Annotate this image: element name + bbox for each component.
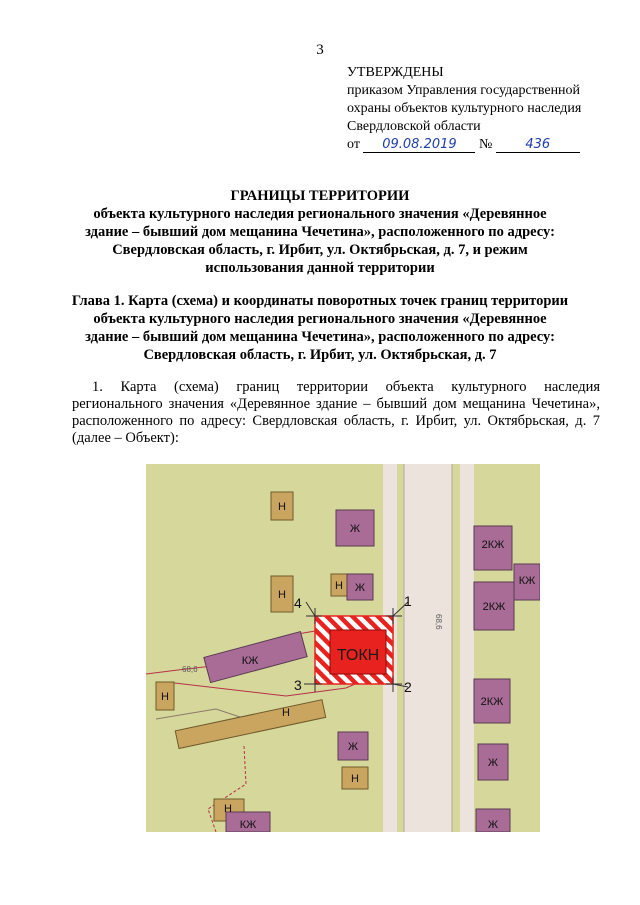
street-strip bbox=[460, 464, 474, 832]
number-field bbox=[496, 137, 580, 153]
page-number: 3 bbox=[316, 42, 324, 58]
approval-stamp bbox=[347, 64, 581, 154]
number-label: № bbox=[478, 137, 493, 152]
paragraph-line-1: 1. Карта (схема) границ территории объекта культурного наследия bbox=[92, 379, 600, 395]
object-label: ТОКН bbox=[336, 647, 380, 664]
point-2-label: 2 bbox=[404, 679, 412, 695]
label-2kzh: 2КЖ bbox=[480, 696, 504, 708]
label-kzh: КЖ bbox=[518, 575, 536, 587]
building-n-long bbox=[175, 700, 325, 749]
point-4-label: 4 bbox=[294, 595, 302, 611]
handwritten-date: 09.08.2019 bbox=[382, 137, 457, 152]
label-kzh: КЖ bbox=[239, 819, 257, 831]
street-strip bbox=[404, 464, 452, 832]
from-label: от bbox=[347, 137, 360, 152]
label-zh: Ж bbox=[487, 757, 499, 769]
elevation-mark: 68,6 bbox=[434, 614, 443, 630]
paragraph-line-2: регионального значения «Деревянное здание – бывший дом мещанина Чечетина», bbox=[72, 396, 600, 412]
label-zh: Ж bbox=[349, 523, 361, 535]
paragraph-line-4: (далее – Объект): bbox=[72, 430, 179, 446]
point-3-label: 3 bbox=[294, 677, 302, 693]
chapter-line-4: Свердловская область, г. Ирбит, ул. Октябрьская, д. 7 bbox=[143, 347, 497, 363]
approval-heading: УТВЕРЖДЕНЫ bbox=[347, 65, 444, 80]
label-2kzh: 2КЖ bbox=[482, 601, 506, 613]
label-n: Н bbox=[278, 501, 286, 513]
approval-date-line bbox=[347, 136, 581, 154]
label-n: Н bbox=[282, 707, 290, 719]
title-line-2: объекта культурного наследия регионального значения «Деревянное bbox=[93, 206, 547, 222]
label-zh: Ж bbox=[354, 582, 366, 594]
date-field bbox=[363, 137, 475, 153]
label-zh: Ж bbox=[487, 819, 499, 831]
label-zh: Ж bbox=[347, 741, 359, 753]
chapter-line-2: объекта культурного наследия регионального значения «Деревянное bbox=[93, 311, 547, 327]
approval-line-2: охраны объектов культурного наследия bbox=[347, 101, 582, 116]
label-kzh: КЖ bbox=[241, 655, 259, 667]
chapter-line-1: Глава 1. Карта (схема) и координаты поворотных точек границ территории bbox=[71, 293, 569, 309]
chapter-heading bbox=[60, 292, 580, 364]
label-n: Н bbox=[335, 580, 343, 592]
handwritten-number: 436 bbox=[525, 137, 551, 152]
point-1-label: 1 bbox=[404, 593, 412, 609]
label-n: Н bbox=[278, 589, 286, 601]
document-title bbox=[60, 187, 580, 277]
label-2kzh: 2КЖ bbox=[481, 539, 505, 551]
approval-line-1: приказом Управления государственной bbox=[347, 83, 581, 98]
elevation-mark: 68,6 bbox=[182, 665, 198, 674]
boundary-map bbox=[146, 464, 540, 832]
label-n: Н bbox=[351, 773, 359, 785]
title-line-5: использования данной территории bbox=[205, 260, 435, 276]
title-line-1: ГРАНИЦЫ ТЕРРИТОРИИ bbox=[230, 188, 410, 204]
chapter-line-3: здание – бывший дом мещанина Чечетина», расположенного по адресу: bbox=[85, 329, 555, 345]
title-line-4: Свердловская область, г. Ирбит, ул. Октябрьская, д. 7, и режим bbox=[112, 242, 528, 258]
paragraph-line-3: расположенного по адресу: Свердловская область, г. Ирбит, ул. Октябрьская, д. 7 bbox=[72, 413, 600, 429]
label-n: Н bbox=[161, 691, 169, 703]
title-line-3: здание – бывший дом мещанина Чечетина», расположенного по адресу: bbox=[85, 224, 555, 240]
approval-line-3: Свердловской области bbox=[347, 119, 481, 134]
paragraph-1 bbox=[72, 379, 600, 447]
label-n: Н bbox=[224, 803, 232, 815]
